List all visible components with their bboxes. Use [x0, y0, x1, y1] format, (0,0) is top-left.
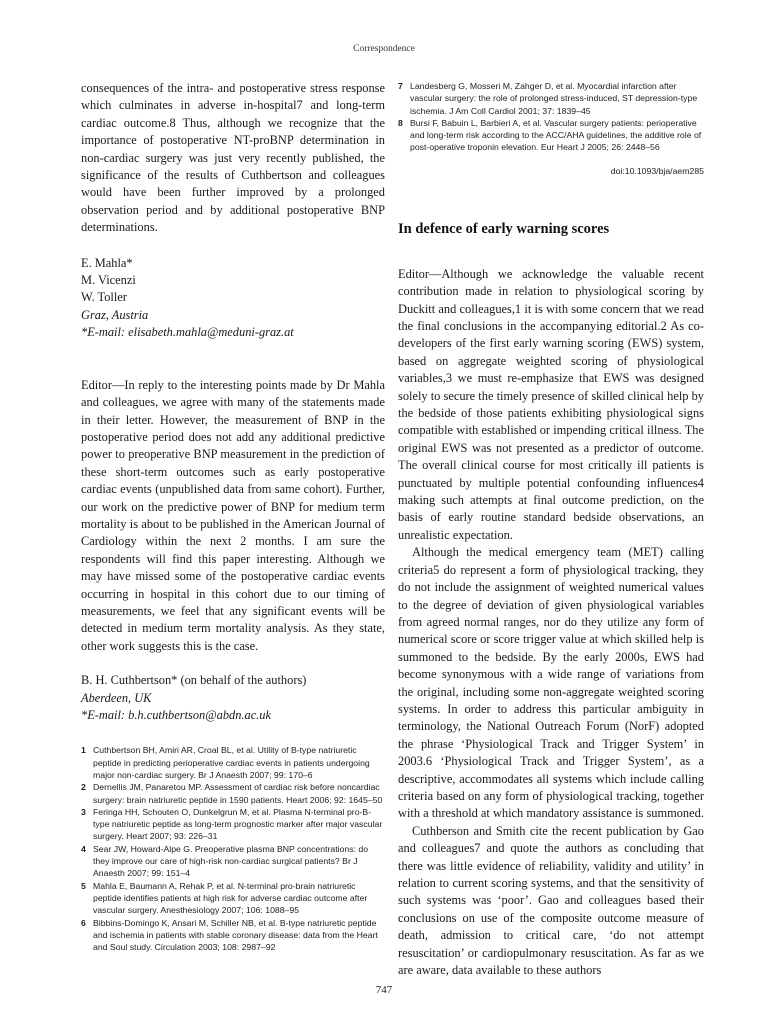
reference-number: 8 [398, 117, 403, 128]
reference-text: Landesberg G, Mosseri M, Zahger D, et al. Myocardial infarction after vascular surgery: the role of prolonged stress-induced, ST depression-type ischemia. J Am Coll Cardiol 2001; 37: 1839–45 [410, 81, 698, 116]
reply-paragraph: Editor—In reply to the interesting points made by Dr Mahla and colleagues, we agree with many of the statements made in their letter. However, the measurement of BNP in the postoperative period does not add any additional predictive power to preoperative BNP measurement in the prediction of these short-term outcomes such as early postoperative cardiac events (unpublished data from same cohort). Further, our work on the predictive power of BNP for medium term mortality is about to be published in the American Journal of Cardiology within the next 2 months. I am sure the respondents will find this paper interesting. Although we may have missed some of the postoperative cardiac events occurring in hospital in this cohort due to our timing of measurements, we feel that any significant events will be detected in medium term mortality analysis. As they state, other work suggests this is the case. [81, 377, 385, 653]
right-column [398, 80, 704, 979]
reference-number: 5 [81, 880, 86, 891]
reference-list-continued [398, 80, 704, 154]
reference-number: 6 [81, 917, 86, 928]
reference-number: 4 [81, 843, 86, 854]
reference-item [81, 880, 385, 917]
reference-text: Cuthbertson BH, Amiri AR, Croal BL, et al. Utility of B-type natriuretic peptide in predicting perioperative cardiac events in patients undergoing major non-cardiac surgery. Br J Anaesth 2007; 99: 170–6 [93, 745, 370, 780]
signature-name: B. H. Cuthbertson* (on behalf of the authors) [81, 673, 307, 688]
article-heading: In defence of early warning scores [398, 220, 610, 237]
signature-name: W. Toller [81, 290, 127, 305]
article-paragraph: Editor—Although we acknowledge the valuable recent contribution made in relation to physiological scoring by Duckitt and colleagues,1 it is with some concern that we read the final conclusions in the accompanying editorial.2 As co-developers of the first early warning scoring (EWS) system, based on aggregate weighted scoring of physiological variables,3 we must re-emphasize that EWS was designed solely to secure the timely presence of skilled clinical help by the bedside of those patients exhibiting physiological signs compatible with established or impending critical illness. The original EWS was not presented as a predictor of outcome. The overall clinical course for most critically ill patients is punctuated by multiple potential confounding influences4 making such attempts at final outcome prediction, on the basis of early routine standard bedside observations, an unrealistic expectation. [398, 266, 704, 542]
article-paragraph: Although the medical emergency team (MET) calling criteria5 do represent a form of physiological tracking, they do not include the assignment of weighted numerical values to the degree of deviation of given physiological variables from agreed normal ranges, nor do they utilize any form of numerical score or score trigger value at which skilled help is summoned to the bedside. By the early 2000s, EWS had become synonymous with a wide range of variations from the original, including some non-aggregate weighted scoring systems. In order to address this particular ambiguity in terminology, the National Outreach Forum (NorF) adopted the phrase ‘Physiological Track and Trigger System’ in 2003.6 ‘Physiological Track and Trigger System’, as a descriptive, accommodates all systems which include calling criteria based on any form of physiological tracking, together with a threshold at which mandatory assistance is summoned. [398, 545, 704, 821]
reference-item [398, 117, 704, 154]
reference-item [81, 806, 385, 843]
reference-list [81, 744, 385, 953]
left-column [81, 80, 385, 953]
signature-name: E. Mahla* [81, 255, 133, 270]
signature-block-cuthbertson [81, 672, 385, 724]
page-number: 747 [375, 984, 393, 996]
signature-location: Graz, Austria [81, 307, 149, 322]
reference-item [398, 80, 704, 117]
reference-item [81, 843, 385, 880]
reference-text: Feringa HH, Schouten O, Dunkelgrun M, et al. Plasma N-terminal pro-B-type natriuretic peptide as long-term prognostic marker after major vascular surgery. Heart 2007; 93: 226–31 [93, 806, 383, 842]
article-paragraph: Cuthberson and Smith cite the recent publication by Gao and colleagues7 and quote the authors as concluding that there was little evidence of reliability, validity and utility’ in relation to current scoring systems, and that the sensitivity of such systems was ‘poor’. Gao and colleagues based their conclusions on use of the composite outcome measure of death, admission to critical care, ‘do not attempt resuscitation’ or cardiopulmonary resuscitation. As far as we are aware, data available to these authors [398, 823, 704, 978]
reference-item [81, 781, 385, 806]
reference-text: Sear JW, Howard-Alpe G. Preoperative plasma BNP concentrations: do they improve our care of high-risk non-cardiac surgical patients? Br J Anaesth 2007; 99: 151–4 [93, 843, 369, 879]
reference-text: Bibbins-Domingo K, Ansari M, Schiller NB, et al. B-type natriuretic peptide and ischemia in patients with stable coronary disease: data from the Heart and Soul study. Circulation 2003; 108: 2987–92 [93, 917, 378, 953]
reference-item [81, 917, 385, 954]
reference-text: Mahla E, Baumann A, Rehak P, et al. N-terminal pro-brain natriuretic peptide identifies patients at high risk for adverse cardiac outcome after vascular surgery. Anesthesiology 2007; 106: 1088–95 [93, 880, 368, 916]
reference-text: Bursi F, Babuin L, Barbieri A, et al. Vascular surgery patients: perioperative and long-term risk according to the ACC/AHA guidelines, the additive role of post-operative troponin elevation. Eur Heart J 2005; 26: 2448–56 [410, 117, 702, 153]
reference-number: 7 [398, 81, 403, 91]
running-head: Correspondence [353, 44, 415, 54]
reference-number: 3 [81, 806, 86, 817]
signature-name: M. Vicenzi [81, 273, 136, 288]
signature-email: *E-mail: b.h.cuthbertson@abdn.ac.uk [81, 708, 271, 722]
signature-block-mahla [81, 255, 385, 342]
reference-text: Dernellis JM, Panaretou MP. Assessment of cardiac risk before noncardiac surgery: brain natriuretic peptide in 1590 patients. Heart 2006; 92: 1645–50 [93, 782, 383, 805]
reference-item [81, 744, 385, 781]
signature-location: Aberdeen, UK [81, 690, 152, 705]
reference-number: 1 [81, 745, 86, 756]
letter-paragraph: consequences of the intra- and postoperative stress response which culminates in adverse in-hospital7 and long-term cardiac outcome.8 Thus, although we recognize that the importance of postoperative NT-proBNP determination in non-cardiac surgery was just very recently published, the significance of the results of Cuthbertson and colleagues would have been further improved by a prolonged observation period and by additional postoperative BNP determinations. [81, 81, 385, 235]
doi-line: doi:10.1093/bja/aem285 [610, 165, 704, 176]
reference-number: 2 [81, 782, 86, 793]
signature-email: *E-mail: elisabeth.mahla@meduni-graz.at [81, 325, 294, 340]
